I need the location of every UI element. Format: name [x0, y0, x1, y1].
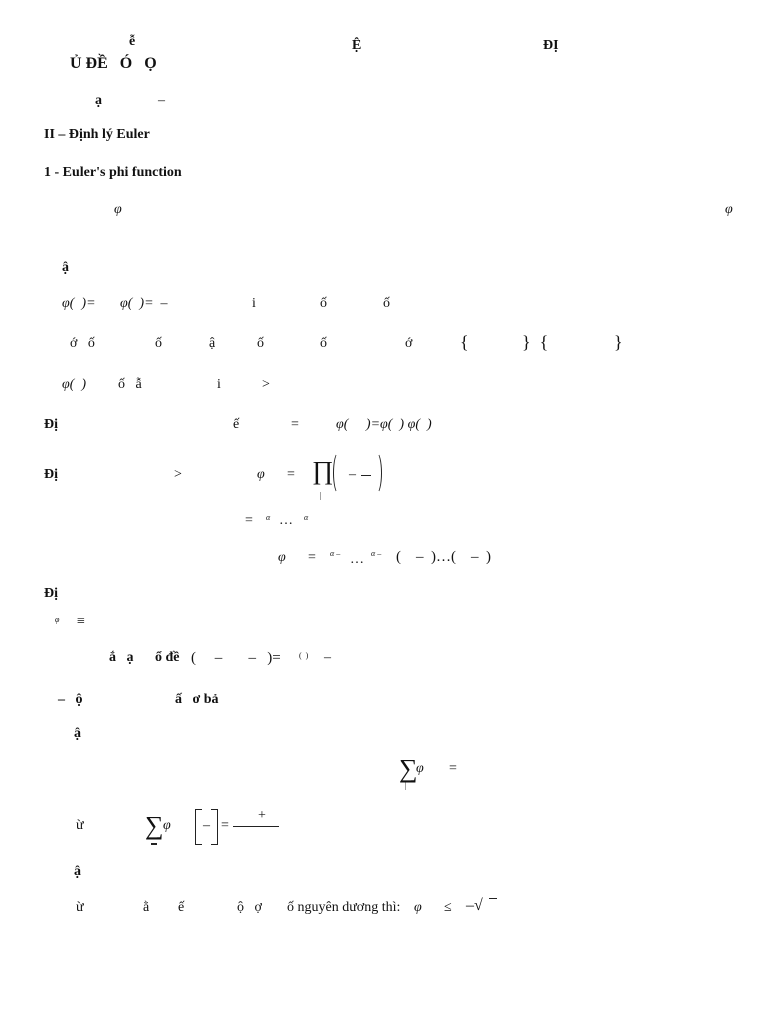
line2-h: } {: [522, 332, 549, 352]
from-phi: φ: [163, 818, 171, 833]
theorem2-line3-phi: φ: [278, 550, 286, 565]
header-top-mark: ễ: [129, 34, 136, 49]
from-a: ừ: [76, 818, 84, 833]
line2-i: }: [614, 332, 623, 352]
phi-symbol-left: φ: [114, 202, 122, 217]
theorem-label-3: Đị: [44, 586, 58, 601]
line2-c: ậ: [209, 336, 216, 351]
product-subscript: |: [320, 491, 322, 500]
last-a: ừ: [76, 900, 84, 915]
section-heading: II – Định lý Euler: [44, 127, 150, 142]
line2-b: ố: [155, 336, 162, 351]
floor-inside: –: [203, 818, 210, 833]
theorem2-line2-dots: …: [279, 513, 293, 528]
from-sum-symbol: ∑: [145, 811, 164, 840]
header-sub-left: ạ: [95, 93, 102, 108]
line1-d: ố: [320, 296, 327, 311]
sum-subscript: |: [405, 781, 407, 790]
fraction-bar: [361, 475, 371, 476]
last-f: –√: [466, 897, 483, 914]
line3-d: >: [262, 377, 270, 392]
fraction-numerator-plus: +: [258, 808, 266, 823]
sum-symbol: ∑: [399, 754, 418, 783]
product-symbol: ∏: [312, 456, 334, 485]
line3-c: i: [217, 377, 221, 392]
header-title: Ủ ĐỀ Ó Ọ: [70, 55, 157, 72]
sum-phi: φ: [416, 761, 424, 776]
line2-f: ớ: [405, 336, 413, 351]
corollary-sup: ( ): [299, 651, 309, 660]
line3-a: φ( ): [62, 377, 87, 392]
line2-g: {: [460, 332, 469, 352]
from-equals: =: [221, 818, 229, 833]
last-d: ộ ợ: [237, 900, 262, 915]
phi-symbol-right: φ: [725, 202, 733, 217]
theorem1-c: φ( )=φ( ) φ( ): [336, 417, 432, 432]
theorem1-a: ế: [233, 417, 240, 432]
theorem2-a: >: [174, 467, 182, 482]
last-c: ế: [178, 900, 185, 915]
line2-d: ố: [257, 336, 264, 351]
last-e: ố nguyên dương thì:: [287, 900, 401, 915]
theorem2-eq: =: [287, 467, 295, 482]
line1-b: φ( )= –: [120, 296, 168, 311]
theorem2-line3-dots: …: [350, 552, 364, 567]
theorem2-line3-eq: =: [308, 550, 316, 565]
fraction-bar-2: [233, 826, 279, 827]
line1-c: i: [252, 296, 256, 311]
theorem3-equiv: ≡: [77, 614, 85, 629]
theorem2-line3-sup2: α –: [371, 549, 382, 558]
corollary-a: ắ ạ: [109, 650, 134, 665]
remark-label-2: ậ: [74, 726, 81, 741]
theorem-label-2: Đị: [44, 467, 58, 482]
corollary-d: –: [324, 650, 331, 665]
section2-b: ấ ơ bả: [175, 692, 219, 707]
theorem1-b: =: [291, 417, 299, 432]
theorem2-line2-sup1: α: [266, 513, 271, 522]
right-paren-large: [371, 452, 382, 494]
corollary-c: ( – – )=: [191, 650, 281, 666]
left-floor-bracket: [195, 809, 202, 845]
theorem2-phi: φ: [257, 467, 265, 482]
remark-label-1: ậ: [62, 260, 69, 275]
theorem2-line3-rest: ( – )…( – ): [396, 549, 491, 565]
theorem2-line2-eq: =: [245, 513, 253, 528]
theorem3-sup-phi: φ: [55, 615, 60, 624]
section2-a: – ộ: [58, 692, 83, 707]
last-phi: φ: [414, 900, 422, 915]
last-leq: ≤: [444, 900, 452, 915]
header-sub-dash: –: [158, 93, 165, 108]
right-floor-bracket: [211, 809, 218, 845]
sum-equals: =: [449, 761, 457, 776]
left-paren-large: [333, 452, 344, 494]
line1-a: φ( )=: [62, 296, 96, 311]
corollary-b: ổ đề: [155, 650, 180, 665]
sum-underbar: [151, 843, 157, 845]
last-b: ằ: [143, 900, 150, 915]
theorem2-inside: –: [349, 467, 356, 482]
remark-label-3: ậ: [74, 864, 81, 879]
header-top-center: Ệ: [352, 38, 362, 53]
theorem2-line3-sup1: α –: [330, 549, 341, 558]
header-top-right: ĐỊ: [543, 38, 559, 53]
line3-b: ố ẫ: [118, 377, 142, 392]
theorem2-line2-sup2: α: [304, 513, 309, 522]
line2-a: ớ ố: [70, 336, 95, 351]
section-subheading: 1 - Euler's phi function: [44, 165, 182, 180]
line2-e: ố: [320, 336, 327, 351]
sqrt-overbar: [489, 898, 497, 899]
line1-e: ố: [383, 296, 390, 311]
theorem-label-1: Đị: [44, 417, 58, 432]
